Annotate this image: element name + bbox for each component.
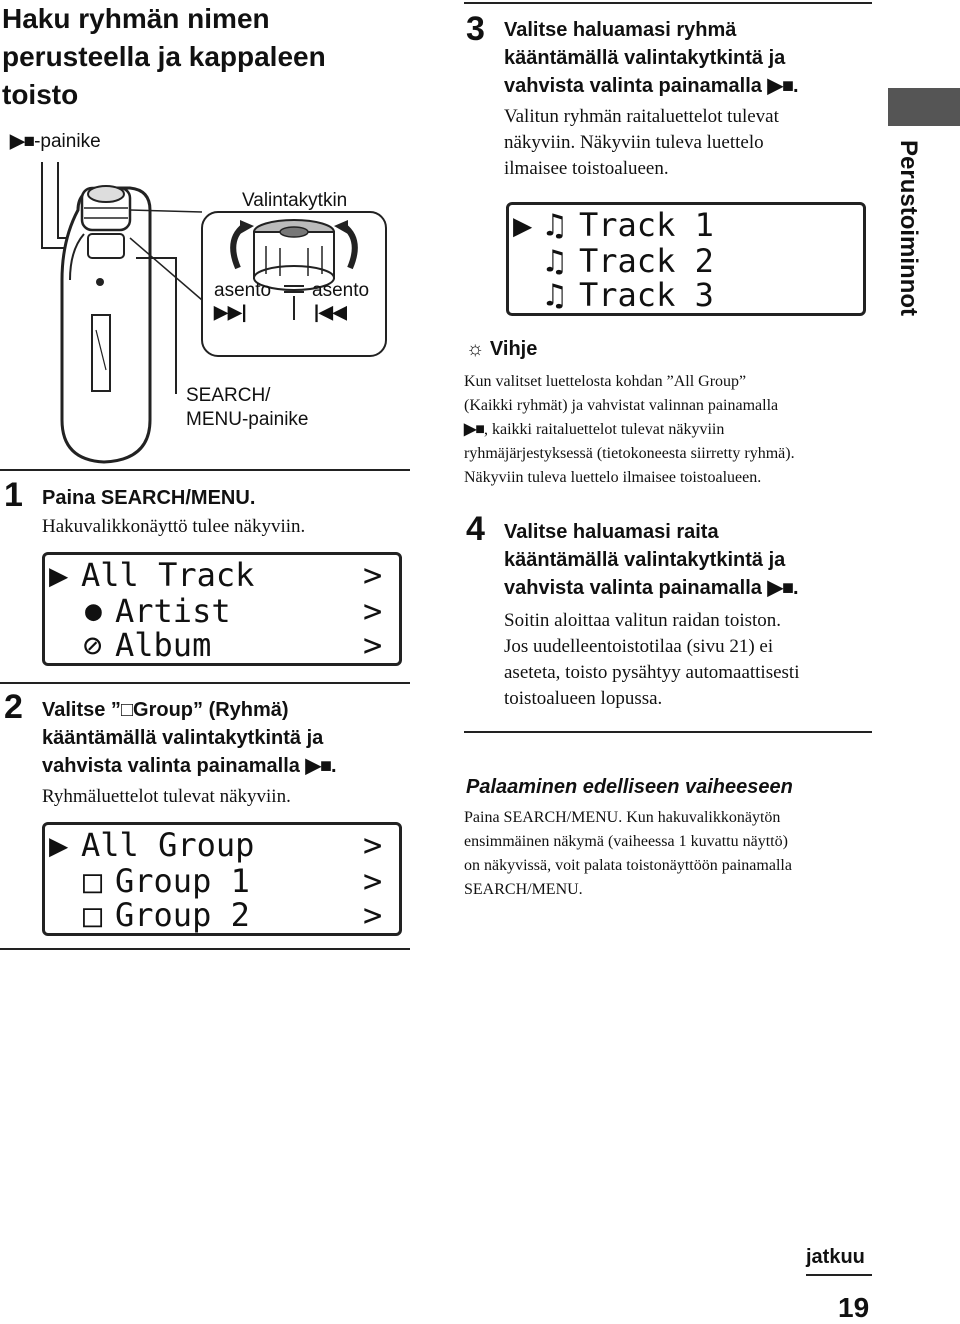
asento-left-label: asento [214,280,272,301]
play-stop-icon: ▶■ [10,131,35,152]
folder-icon: □ [83,896,103,934]
step-1-body: Hakuvalikkonäyttö tulee näkyviin. [42,516,306,537]
music-note-icon: ♫ [545,242,565,280]
cursor-icon: ▶ [513,206,533,244]
play-button-label: ▶■-painike [10,131,101,152]
lcd-row-all-group: All Group [81,826,255,864]
play-stop-icon: ▶■ [767,75,793,97]
play-stop-icon: ▶■ [305,755,331,777]
step-2-body: Ryhmäluettelot tulevat näkyviin. [42,786,291,807]
section-label: Perustoiminnot [895,140,922,317]
step-3-heading: Valitse haluamasi ryhmä kääntämällä valintakytkintä ja vahvista valinta painamalla ▶■. [504,16,884,100]
chevron-right-icon: > [363,862,383,900]
step-3-body: Valitun ryhmän raitaluettelot tulevat näkyviin. Näkyviin tuleva luettelo ilmaisee toistoalueen. [504,106,779,179]
chevron-right-icon: > [363,556,383,594]
divider [464,2,872,4]
lcd-search-menu [42,552,402,666]
lcd-row-track-1: Track 1 [579,206,714,244]
chevron-right-icon: > [363,592,383,630]
music-note-icon: ♫ [545,276,565,314]
lightbulb-icon: ☼ [466,338,485,360]
previous-track-icon: |◀◀ [314,302,347,322]
step-1-number: 1 [4,476,23,514]
lcd-row-artist: Artist [115,592,231,630]
back-heading: Palaaminen edelliseen vaiheeseen [466,776,793,798]
asento-right-label: asento [312,280,370,301]
step-4-number: 4 [466,510,485,548]
tip-heading: ☼ Vihje [466,338,538,360]
next-track-icon: ▶▶| [214,302,247,322]
folder-icon: □ [120,699,134,721]
lcd-group-list [42,822,402,936]
play-stop-icon: ▶■ [767,577,793,599]
lcd-row-group-1: Group 1 [115,862,250,900]
chevron-right-icon: > [363,626,383,664]
search-menu-label: SEARCH/ MENU-painike [186,385,309,430]
step-2-number: 2 [4,688,23,726]
music-note-icon: ♫ [545,206,565,244]
folder-icon: □ [83,862,103,900]
step-2-heading: Valitse ”□Group” (Ryhmä) kääntämällä valintakytkintä ja vahvista valinta painamalla ▶■. [42,696,412,780]
chevron-right-icon: > [363,896,383,934]
chevron-right-icon: > [363,826,383,864]
back-body: Paina SEARCH/MENU. Kun hakuvalikkonäytön ensimmäinen näkymä (vaiheessa 1 kuvattu näyttö) on näkyvissä, voit palata toistonäyttöön painamalla SEARCH/MENU. [464,809,792,898]
selector-label: Valintakytkin [242,190,348,211]
album-icon: ⊘ [83,626,103,664]
step-4-body: Soitin aloittaa valitun raidan toiston. Jos uudelleentoistotilaa (sivu 21) ei aseteta, toisto pysähtyy automaattisesti toistoalueen lopussa. [504,610,800,709]
divider [806,1274,872,1276]
lcd-track-list [506,202,866,316]
step-4-heading: Valitse haluamasi raita kääntämällä valintakytkintä ja vahvista valinta painamalla ▶■. [504,518,884,602]
page-number: 19 [838,1292,870,1323]
artist-icon: ● [85,594,102,627]
page-title: Haku ryhmän nimen perusteella ja kappaleen toisto [2,3,326,110]
lcd-row-group-2: Group 2 [115,896,250,934]
divider [0,469,410,471]
tip-body: Kun valitset luettelosta kohdan ”All Group” (Kaikki ryhmät) ja vahvistat valinnan painamalla ▶■, kaikki raitaluettelot tulevat näkyviin ryhmäjärjestyksessä (tietokoneesta siirretty ryhmä). Näkyviin tuleva luettelo ilmaisee toistoalueen. [464,373,795,486]
divider [0,948,410,950]
step-1-heading: Paina SEARCH/MENU. [42,487,256,509]
step-3-number: 3 [466,10,485,48]
cursor-icon: ▶ [49,556,69,594]
cursor-icon: ▶ [49,826,69,864]
lcd-row-track-2: Track 2 [579,242,714,280]
continued-label: jatkuu [806,1246,865,1268]
divider [0,682,410,684]
play-stop-icon: ▶■ [464,421,484,438]
lcd-row-all-track: All Track [81,556,255,594]
divider [464,731,872,733]
lcd-row-album: Album [115,626,212,664]
lcd-row-track-3: Track 3 [579,276,714,314]
section-tab [888,88,960,126]
